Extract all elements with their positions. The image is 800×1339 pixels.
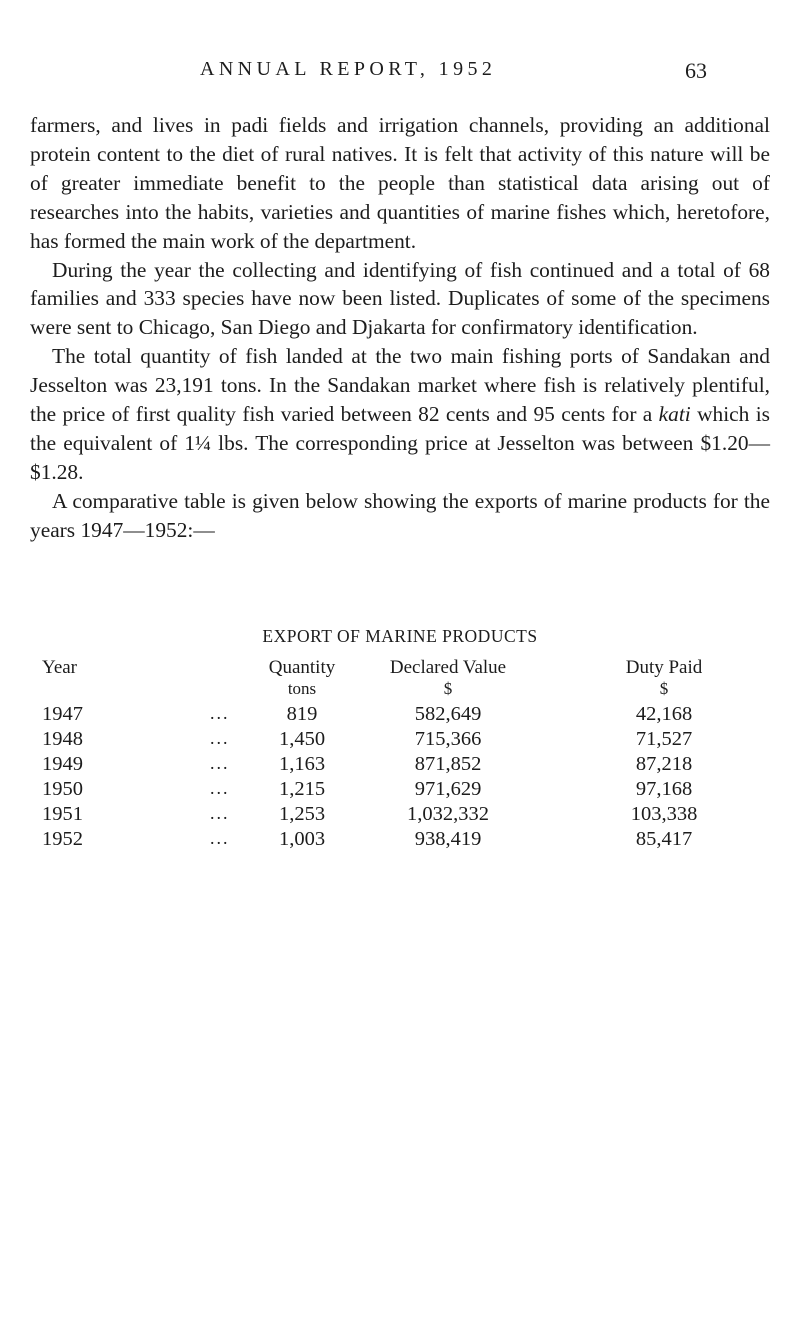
table-cell-value-text: 715,366 (414, 728, 482, 750)
table-cell-quantity-text: 1,450 (278, 728, 326, 750)
kati-term: kati (658, 402, 691, 427)
table-cell-year: 1947 (42, 703, 83, 725)
table-cell-year: 1952 (42, 828, 83, 850)
page-number: 63 (685, 58, 707, 83)
body-text (30, 111, 770, 545)
table-cell-duty-text: 87,218 (635, 753, 693, 775)
table-cell-duty-text: 85,417 (635, 828, 693, 850)
table-cell-duty-text: 97,168 (635, 778, 693, 800)
column-header-duty-text: Duty Paid (625, 657, 703, 678)
paragraph-table-intro: A comparative table is given below showing the exports of marine products for the years 1947—1952:— (30, 488, 770, 542)
table-cell-quantity-text: 819 (286, 703, 318, 725)
table-cell-year: 1950 (42, 778, 83, 800)
table-cell-duty-text: 103,338 (630, 803, 698, 825)
paragraph-fish-landings-text-a: The total quantity of fish landed at the two main fishing ports of Sandakan and Jesselton was 23,191 tons. In the Sandakan market where fish is relatively plentiful, the price of first quality fish varied between 82 cents and 95 cents for a (30, 344, 770, 427)
table-cell-value-text: 938,419 (414, 828, 482, 850)
table-cell-quantity-text: 1,215 (278, 778, 326, 800)
column-unit-value-text: $ (443, 679, 453, 698)
table-leader: ... (210, 703, 230, 723)
table-leader: ... (210, 728, 230, 748)
column-unit-duty-text: $ (659, 679, 669, 698)
table-title: EXPORT OF MARINE PRODUCTS (262, 626, 538, 646)
table-cell-value-text: 871,852 (414, 753, 482, 775)
table-leader: ... (210, 753, 230, 773)
table-cell-quantity-text: 1,003 (278, 828, 326, 850)
table-cell-year: 1951 (42, 803, 83, 825)
column-header-value-text: Declared Value (389, 657, 507, 678)
column-header-year: Year (42, 657, 78, 678)
paragraph-fish-identification: During the year the collecting and identifying of fish continued and a total of 68 families and 333 species have now been listed. Duplicates of some of the specimens were sent to Chicago, San Diego and Djakarta for confirmatory identification. (30, 257, 770, 340)
table-leader: ... (210, 828, 230, 848)
column-header-quantity-text: Quantity (268, 657, 336, 678)
table-cell-year: 1948 (42, 728, 83, 750)
table-cell-quantity-text: 1,253 (278, 803, 326, 825)
table-cell-value-text: 971,629 (414, 778, 482, 800)
table-cell-value-text: 1,032,332 (407, 803, 489, 825)
table-leader: ... (210, 803, 230, 823)
running-title: ANNUAL REPORT, 1952 (200, 58, 497, 80)
paragraph-continuation: farmers, and lives in padi fields and irrigation channels, providing an additional protein content to the diet of rural natives. It is felt that activity of this nature will be of greater immediate benefit to the people than statistical data arising out of researches into the habits, varieties and quantities of marine fishes which, heretofore, has formed the main work of the department. (30, 113, 770, 253)
running-head (0, 58, 800, 88)
column-unit-quantity-text: tons (287, 679, 317, 698)
table-cell-duty-text: 42,168 (635, 703, 693, 725)
table-leader: ... (210, 778, 230, 798)
paragraph-fish-landings-text-b: which is the equivalent of 1¼ lbs. The corresponding price at Jesselton was between $1.20—$1.28. (30, 402, 770, 484)
paragraph-fish-landings (30, 342, 770, 487)
table-cell-quantity-text: 1,163 (278, 753, 326, 775)
table-cell-year: 1949 (42, 753, 83, 775)
table-cell-duty-text: 71,527 (635, 728, 693, 750)
table-cell-value-text: 582,649 (414, 703, 482, 725)
